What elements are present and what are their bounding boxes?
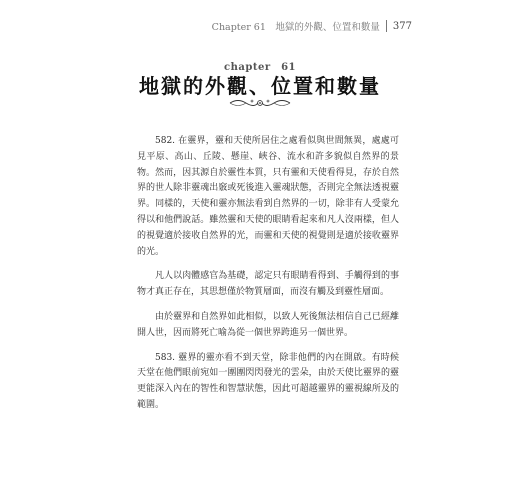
running-head-divider xyxy=(386,20,387,32)
paragraph-583: 583. 靈界的靈亦看不到天堂，除非他們的內在開啟。有時候天堂在他們眼前宛如一團團閃閃發光的雲朵，由於天使比靈界的靈更能深入內在的智性和智慧狀態，因此可超越靈界的靈視線所及的範圍。 xyxy=(137,352,399,410)
body-text xyxy=(137,134,399,423)
paragraph-similarity: 由於靈界和自然界如此相似，以致人死後無法相信自己已經離開人世，因而將死亡喻為從一個世界跨進另一個世界。 xyxy=(137,311,399,338)
paragraph-senses: 凡人以肉體感官為基礎，認定只有眼睛看得到、手觸得到的事物才真正存在，其思想僅於物質層面，而沒有觸及到靈性層面。 xyxy=(137,271,399,298)
running-head-title: Chapter 61 地獄的外觀、位置和數量 xyxy=(211,22,380,33)
running-head xyxy=(212,19,412,33)
paragraph-582: 582. 在靈界，靈和天使所居住之處看似與世間無異，處處可見平原、高山、丘陵、懸崖、峽谷、流水和許多貌似自然界的景物。然而，因其源自於靈性本質，只有靈和天使看得見，存於自然界的世人除非靈魂出竅或死後進入靈魂狀態，否則完全無法透視靈界。同樣的，天使和靈亦無法看到自然界的一切，除非有人受蒙允得以和他們說話。雖然靈和天使的眼睛看起來和凡人沒兩樣，但人的視覺適於接收自然界的光，而靈和天使的視覺則是適於接收靈界的光。 xyxy=(137,136,399,257)
page-number: 377 xyxy=(392,20,412,32)
chapter-title: 地獄的外觀、位置和數量 xyxy=(139,74,381,98)
chapter-label: chapter 61 xyxy=(224,62,296,73)
ornament-flourish-icon xyxy=(228,96,292,110)
